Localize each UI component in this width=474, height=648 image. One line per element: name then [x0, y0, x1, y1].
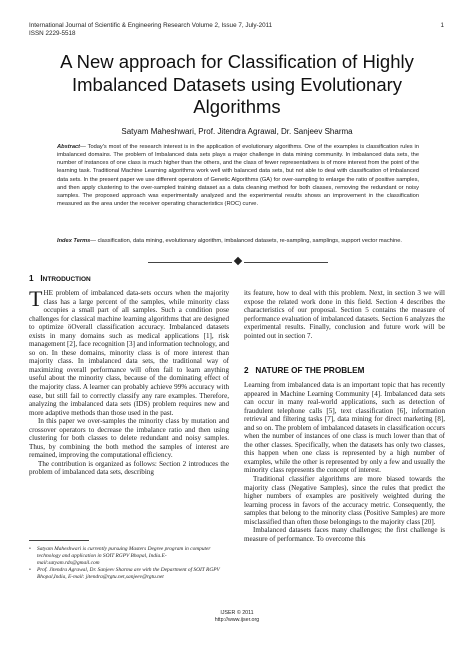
abstract — [57, 143, 419, 208]
title-line: A New approach for Classification of Highly — [60, 51, 414, 72]
intro-continuation: its feature, how to deal with this problem. Next, in section 3 we will expose the related work done in this field. Section 4 describes the characteristics of our proposal. Section 5 contains the measure of performance evaluation of imbalanced datasets. Section 6 analyzes the experimental results. Finally, conclusion and future work will be pointed out in section 7. — [244, 289, 445, 340]
problem-paragraph-1: Learning from imbalanced data is an important topic that has recently appeared in Machine Learning Community [4]. Imbalanced data sets can occur in many real-world applications, such as detection of fraudulent telephone calls [5], text classification [6], information retrieval and filtering tasks [7], data mining for direct marketing [8], and so on. The problem of imbalanced datasets in classification occurs when the number of instances of one class is much lower than that of the other classes. Specifically, when the datasets has only two classes, this happen when one class is represented by a high number of examples, while the other is represented by only a few and usually the minority class represents the concept of interest. — [244, 381, 445, 475]
journal-header — [29, 22, 444, 38]
intro-paragraph-1-text: HE problem of imbalanced data-sets occurs when the majority class has a large percent of the samples, while minority class occupies a small part of all samples. Such a condition pose challenges for classical machine learning algorithms that are designed to optimize öOverall classification accuracy. Imbalanced datasets exists in many domains such as medical applications [1], risk management [2], face recognition [3] and information technology, and so on. In these domains, minority class is of more interest than majority class. In imbalanced data sets, the traditional way of maximizing overall performance will often fail to learn anything useful about the minority class, because of the dominating effect of the majority class. A learner can probably achieve 99% accuracy with ease, but still fail to correctly classify any rare examples. Therefore, analyzing the imbalanced data sets (IDS) problem requires new and more adaptive methods than those used in the past. — [29, 289, 229, 417]
section-divider-left — [148, 262, 232, 263]
bullet-icon: • — [29, 546, 31, 552]
intro-paragraph-2: In this paper we over-samples the minority class by mutation and crossover operators to decrease the imbalance ratio and then using clustering for both classes to delete redundant and noisy samples. Thus, by combining the both method the samples of interest are remained, improving the computational efficiency. — [29, 417, 229, 460]
left-column — [29, 286, 229, 477]
index-terms-text: — classification, data mining, evolutionary algorithm, imbalanced datasets, re-sampling, samplings, support vector machine. — [90, 238, 402, 244]
footnote-text: Satyam Maheshwari is currently pursuing Masters Degree program in computer technology and application in SOIT RGPV Bhopal, India.E-mail:satyam.rdx@gmail.com — [37, 546, 211, 567]
journal-name: International Journal of Scientific & Engineering Research Volume 2, Issue 7, July-2011 — [29, 22, 273, 29]
footer-copyright: IJSER © 2011 — [220, 610, 254, 616]
drop-cap: T — [29, 286, 43, 311]
footnote-item — [29, 546, 229, 567]
authors: Satyam Maheshwari, Prof. Jitendra Agrawal, Dr. Sanjeev Sharma — [121, 127, 353, 136]
footnotes — [29, 546, 229, 581]
problem-paragraph-2: Traditional classifier algorithms are more biased towards the majority class (Negative Samples), since the rules that predict the higher numbers of examples are positively weighted during the learning process in favors of the accuracy metric. Consequently, the samples that belong to the minority class (Positive Samples) are more misclassified than often those belongings to the majority class [20]. — [244, 475, 445, 526]
issn: ISSN 2229-5518 — [29, 30, 76, 37]
right-column-top — [244, 289, 445, 340]
title-line: Imbalanced Datasets using Evolutionary — [71, 73, 403, 95]
abstract-label: Abstract — [57, 144, 81, 150]
abstract-text: — Today's most of the research interest is in the application of evolutionary algorithms. One of the examples is classification rules in imbalanced domains. The problem of Imbalanced data sets plays a major challenge in data mining community. In imbalanced data sets, the number of instances of one class is much higher than the others, and the class of fewer representatives is of more interest from the point of the learning task. Traditional Machine Learning algorithms work well with balanced data sets, but not able to deal with classification of imbalanced data sets. In the present paper we use different operators of Genetic Algorithms (GA) for over-sampling to enlarge the ratio of positive samples, and then apply clustering to the over-sampled training dataset as a data cleaning method for both classes, removing the redundant or noisy samples. The proposed approach was experimentally analyzed and the experimental results shows an improvement in the classification measured as the area under the receiver operating characteristics (ROC) curve. — [57, 144, 419, 208]
page-footer — [20, 610, 454, 624]
intro-paragraph-1 — [29, 286, 229, 417]
right-column-body — [244, 381, 445, 543]
section-1-title-rest: NTRODUCTION — [42, 276, 91, 283]
section-1-number: 1 — [29, 274, 34, 283]
index-terms — [57, 237, 419, 245]
footnote-item — [29, 567, 229, 581]
problem-paragraph-3: Imbalanced datasets faces many challenges; the first challenge is measure of performance. To overcome this — [244, 526, 445, 543]
diamond-ornament — [234, 257, 242, 265]
index-terms-label: Index Terms — [57, 238, 91, 244]
title-line: Algorithms — [193, 96, 281, 117]
section-2-title: NATURE OF THE PROBLEM — [255, 366, 365, 375]
section-1-heading — [29, 274, 91, 283]
footnote-text: Prof. Jitendra Agrawal, Dr. Sanjeev Sharma are with the Department of SOIT RGPV Bhopal,India, E-mail: jitendra@rgtu.net,sanjeev@rgtu.net — [37, 567, 220, 581]
page-number: 1 — [440, 22, 444, 29]
footnote-rule — [29, 540, 89, 541]
bullet-icon: • — [29, 567, 31, 574]
section-1-title-initial: I — [40, 274, 43, 283]
paper-title — [20, 51, 454, 119]
section-2-heading — [244, 366, 364, 375]
section-2-number: 2 — [244, 366, 249, 375]
footer-url: http://www.ijser.org — [214, 617, 260, 623]
section-divider-right — [244, 262, 328, 263]
intro-paragraph-3: The contribution is organized as follows: Section 2 introduces the problem of imbalanced data sets, describing — [29, 459, 229, 477]
